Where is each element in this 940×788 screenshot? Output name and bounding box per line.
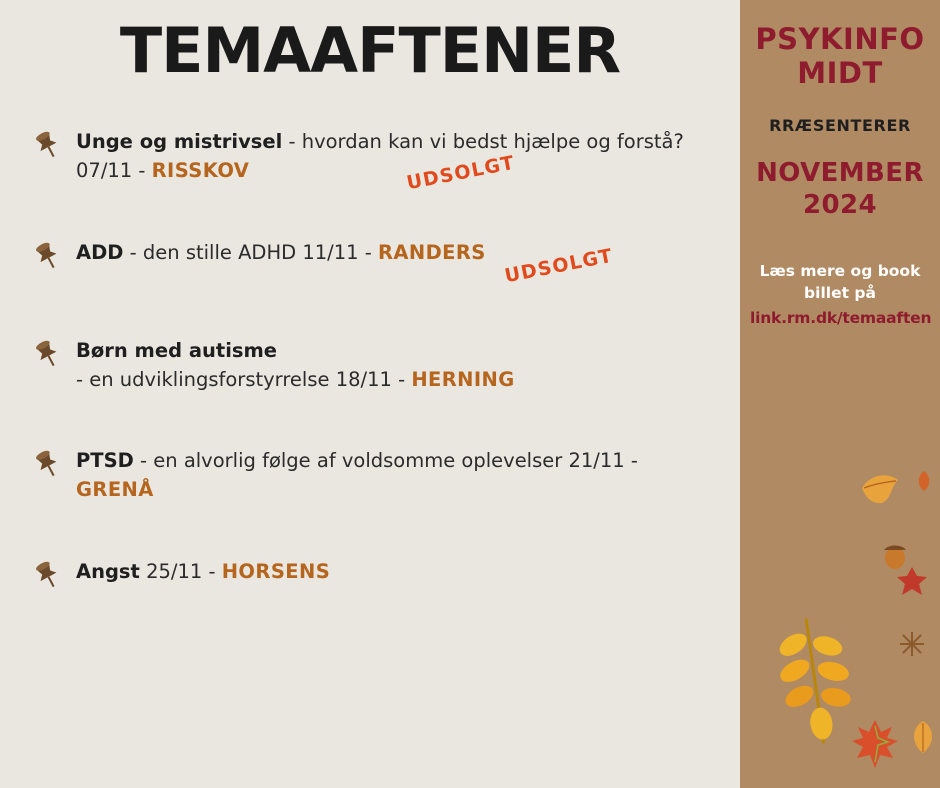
maple-leaf-icon [850, 718, 900, 774]
status-badge: UDSOLGT [502, 244, 615, 287]
branch-leaf-icon [770, 608, 860, 752]
event-text [76, 127, 686, 195]
pushpin-icon [28, 559, 68, 593]
booking-text: Læs mere og book billet på [759, 261, 921, 303]
event-city: HERNING [411, 367, 515, 391]
event-title: Unge og mistrivsel [76, 130, 283, 154]
star-anise-icon [898, 630, 926, 662]
list-item [28, 336, 720, 395]
list-item [28, 127, 720, 195]
event-text [76, 446, 686, 505]
presents-label: RRÆSENTERER [769, 116, 911, 136]
brand-name [750, 22, 930, 90]
leaf-icon [895, 565, 929, 603]
event-description: - hvordan kan vi bedst hjælpe og forstå? 07/11 - [76, 130, 684, 183]
event-city: HORSENS [221, 559, 331, 583]
event-description: 25/11 - [139, 559, 222, 583]
leaf-icon [908, 720, 938, 758]
event-text [76, 336, 515, 395]
status-badge: UDSOLGT [404, 151, 517, 195]
sidebar [740, 0, 940, 788]
list-item [28, 557, 720, 603]
pushpin-icon [28, 448, 68, 482]
event-description: - en udviklingsforstyrrelse 18/11 - [76, 367, 412, 391]
leaf-icon [858, 470, 902, 510]
brand-line-1: PSYKINFO [755, 22, 925, 56]
event-title: Angst [76, 559, 140, 583]
event-city: RANDERS [377, 240, 486, 264]
event-title: ADD [76, 240, 124, 264]
page-title: TEMAAFTENER [119, 14, 621, 87]
year-label: 2024 [803, 189, 877, 220]
month-label: NOVEMBER [756, 158, 924, 189]
event-description: - en alvorlig følge af voldsomme oplevelser 21/11 - [133, 449, 638, 473]
list-item [28, 238, 720, 287]
list-item [28, 446, 720, 505]
event-description: - den stille ADHD 11/11 - [123, 240, 378, 264]
leaf-icon [915, 470, 933, 496]
booking-link[interactable]: link.rm.dk/temaaften [750, 308, 932, 327]
pushpin-icon [28, 338, 68, 372]
acorn-icon [880, 538, 910, 574]
pushpin-icon [28, 240, 68, 274]
event-text [76, 238, 615, 287]
event-text [76, 557, 330, 586]
event-city: RISSKOV [151, 159, 250, 183]
brand-line-2: MIDT [797, 56, 883, 91]
event-list [0, 127, 740, 603]
event-city: GRENÅ [76, 478, 154, 502]
event-title: PTSD [76, 449, 134, 473]
pushpin-icon [28, 129, 68, 163]
event-title: Børn med autisme [76, 338, 278, 362]
